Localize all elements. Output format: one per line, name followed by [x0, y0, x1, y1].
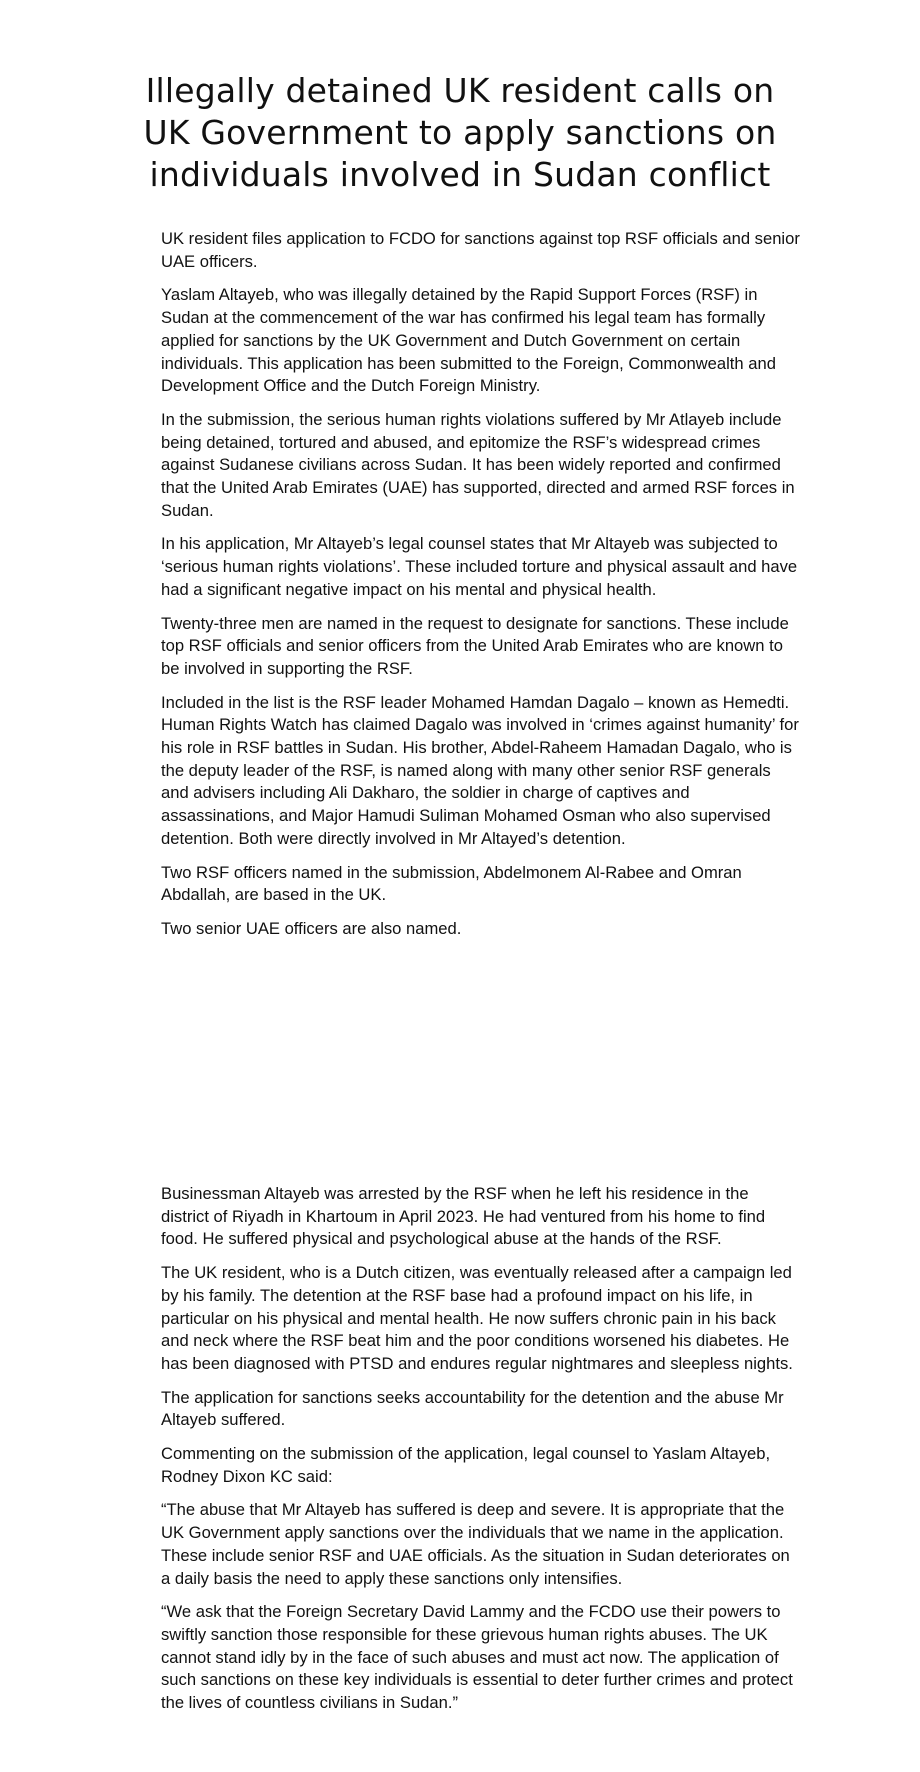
body-paragraph: The application for sanctions seeks accountability for the detention and the abuse Mr Altayeb suffered. — [161, 1387, 784, 1430]
title-line-2: UK Government to apply sanctions on — [143, 113, 777, 152]
body-paragraph: In the submission, the serious human rights violations suffered by Mr Atlayeb include being detained, tortured and abused, and epitomize the RSF’s widespread crimes against Sudanese civilians across Sudan. It has been widely reported and confirmed that the United Arab Emirates (UAE) has supported, directed and armed RSF forces in Sudan. — [161, 409, 795, 520]
body-paragraph: Commenting on the submission of the application, legal counsel to Yaslam Altayeb, Rodney Dixon KC said: — [161, 1444, 771, 1486]
body-paragraph: The UK resident, who is a Dutch citizen, was eventually released after a campaign led by his family. The detention at the RSF base had a profound impact on his life, in particular on his physical and mental health. He now suffers chronic pain in his back and neck where the RSF beat him and the poor conditions worsened his diabetes. He has been diagnosed with PTSD and endures regular nightmares and sleepless nights. — [161, 1263, 793, 1373]
body-paragraph: In his application, Mr Altayeb’s legal counsel states that Mr Altayeb was subjected to ‘serious human rights violations’. These included torture and physical assault and have had a significant negative impact on his mental and physical health. — [161, 534, 798, 599]
body-paragraph: Yaslam Altayeb, who was illegally detained by the Rapid Support Forces (RSF) in Sudan at the commencement of the war has confirmed his legal team has formally applied for sanctions by the UK Government and Dutch Government on certain individuals. This application has been submitted to the Foreign, Commonwealth and Development Office and the Dutch Foreign Ministry. — [161, 285, 776, 396]
body-paragraph: Two RSF officers named in the submission, Abdelmonem Al-Rabee and Omran Abdallah, are based in the UK. — [161, 862, 742, 905]
quote-paragraph: “We ask that the Foreign Secretary David Lammy and the FCDO use their powers to swiftly sanction those responsible for these grievous human rights abuses. The UK cannot stand idly by in the face of such abuses and must act now. The application of such sanctions on these key individuals is essential to deter further crimes and protect the lives of countless civilians in Sudan.” — [161, 1602, 793, 1713]
title-line-1: Illegally detained UK resident calls on — [145, 71, 775, 110]
quote-paragraph: “The abuse that Mr Altayeb has suffered is deep and severe. It is appropriate that the UK Government apply sanctions over the individuals that we name in the application. These include senior RSF and UAE officials. As the situation in Sudan deteriorates on a daily basis the need to apply these sanctions only intensifies. — [161, 1500, 790, 1588]
article-body-bottom — [161, 1183, 801, 1726]
page-title — [140, 70, 780, 196]
body-paragraph: Twenty-three men are named in the request to designate for sanctions. These include top RSF officials and senior officers from the United Arab Emirates who are known to be involved in supporting the RSF. — [161, 613, 789, 678]
standfirst-paragraph: UK resident files application to FCDO for sanctions against top RSF officials and senior UAE officers. — [161, 229, 800, 271]
body-paragraph: Businessman Altayeb was arrested by the RSF when he left his residence in the district of Riyadh in Khartoum in April 2023. He had ventured from his home to find food. He suffered physical and psychological abuse at the hands of the RSF. — [161, 1184, 766, 1249]
title-line-3: individuals involved in Sudan conflict — [149, 155, 771, 194]
body-paragraph: Two senior UAE officers are also named. — [161, 918, 462, 938]
body-paragraph: Included in the list is the RSF leader Mohamed Hamdan Dagalo – known as Hemedti. Human Rights Watch has claimed Dagalo was involved in ‘crimes against humanity’ for his role in RSF battles in Sudan. His brother, Abdel-Raheem Hamadan Dagalo, who is the deputy leader of the RSF, is named along with many other senior RSF generals and advisers including Ali Dakharo, the soldier in charge of captives and assassinations, and Major Hamudi Suliman Mohamed Osman who also supervised detention. Both were directly involved in Mr Altayed’s detention. — [161, 692, 799, 848]
article-body-top — [161, 228, 801, 952]
